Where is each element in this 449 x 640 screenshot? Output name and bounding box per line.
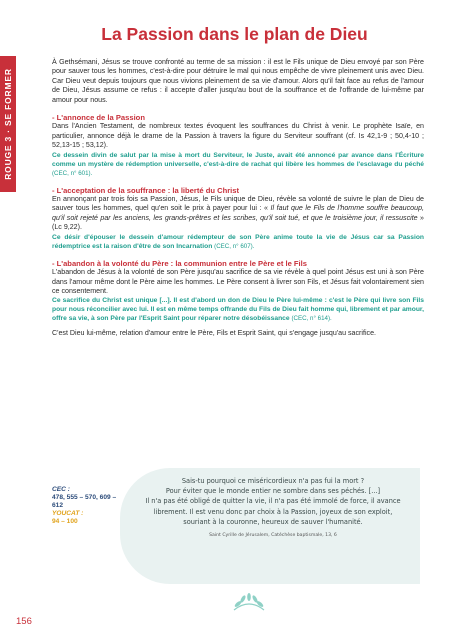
references-block — [52, 486, 122, 526]
cec-label: CEC : — [52, 486, 70, 493]
quote-line: Sais-tu pourquoi ce miséricordieux n'a pas fui la mort ? — [181, 477, 365, 485]
quote-reference: (CEC, n° 607). — [214, 242, 255, 250]
section-acceptation — [52, 186, 424, 251]
section-annonce — [52, 113, 424, 178]
quote-reference: (CEC, n° 601). — [52, 169, 93, 177]
quote-line: Il n'a pas été obligé de quitter la vie, il n'a pas été immolé de force, il avance — [145, 497, 401, 506]
quote-line: Pour éviter que le monde entier ne sombre dans ses péchés. [...] — [165, 487, 381, 496]
cec-value: 478, 555 – 570, 609 – 612 — [52, 494, 117, 509]
sidebar-label-wrap — [0, 56, 16, 192]
sidebar-label: ROUGE 3 · SE FORMER — [3, 68, 14, 180]
section-heading: - L'abandon à la volonté du Père : la communion entre le Père et le Fils — [52, 258, 307, 268]
catechism-quote — [52, 296, 424, 323]
quote-text: Ce sacrifice du Christ est unique [...]. Il est d'abord un don de Dieu le Père lui-même : c'est le Père qui livre son Fils pour nous réconcilier avec lui. Il est en même temps offrande du Fils de Dieu fait homme qui, librement et par amour, offre sa vie, à son Père par l'Esprit Saint pour réparer notre désobéissance — [52, 297, 424, 323]
catechism-quote — [52, 151, 424, 178]
laurel-branch-icon — [232, 592, 266, 619]
quote-reference: (CEC, n° 614). — [291, 315, 332, 323]
youcat-label: YOUCAT : — [52, 510, 84, 517]
scripture-citation: Il faut que le Fils de l'homme souffre beaucoup, qu'il soit rejeté par les anciens, les grands-prêtres et les scribes, qu'il soit tué, et que le troisième jour, il ressuscite — [52, 204, 424, 222]
body-text: En annonçant par trois fois sa Passion, Jésus, le Fils unique de Dieu, révèle sa volonté de suivre le plan de Dieu de sauver tous les hommes, quel qu'en soit le prix à payer pour lui : « — [52, 195, 424, 213]
section-abandon — [52, 259, 424, 324]
section-heading: - L'acceptation de la souffrance : la liberté du Christ — [52, 185, 240, 195]
youcat-value: 94 – 100 — [52, 518, 78, 525]
quote-text: Ce désir d'épouser le dessein d'amour rédempteur de son Père anime toute la vie de Jésus car sa Passion rédemptrice est la raison d'être de son Incarnation — [52, 233, 424, 250]
section-heading: - L'annonce de la Passion — [52, 113, 145, 123]
page-title: La Passion dans le plan de Dieu — [101, 24, 368, 44]
quote-source: Saint Cyrille de Jérusalem, Catéchèse baptismale, 13, 6 — [209, 533, 337, 539]
main-content — [52, 58, 424, 339]
section-body — [52, 195, 424, 233]
catechism-quote — [52, 233, 424, 251]
quote-line: librement. Il est venu donc par choix à la Passion, joyeux de son exploit, — [153, 507, 393, 516]
patristic-quote — [128, 476, 418, 541]
section-body: Dans l'Ancien Testament, de nombreux textes évoquent les souffrances du Christ à venir. Le prophète Isaïe, en particulier, annonce déjà le drame de la Passion à travers la figure du Serviteur souffrant (cf. Is 42,1-9 ; 50,4-10 ; 52,13-15 ; 53,12). — [52, 122, 424, 150]
page-number: 156 — [16, 616, 32, 627]
closing-paragraph: C'est Dieu lui-même, relation d'amour entre le Père, Fils et Esprit Saint, qui s'engage jusqu'au sacrifice. — [52, 329, 376, 338]
body-text: » (Lc 9,22). — [52, 213, 424, 232]
quote-text: Ce dessein divin de salut par la mise à mort du Serviteur, le Juste, avait été annoncé par avance dans l'Écriture comme un mystère de rédemption universelle, c'est-à-dire de rachat qui libère les hommes de l'esclavage du péché — [52, 151, 424, 168]
quote-line: souriant à la couronne, heureux de sauver l'humanité. — [183, 517, 363, 526]
section-body: L'abandon de Jésus à la volonté de son Père jusqu'au sacrifice de sa vie révèle à quel point Jésus est uni à son Père dans l'amour même dont le Père aime les hommes. Le Père consent à livrer son Fils, et Jésus fait volontairement sien ce consentement. — [52, 268, 424, 295]
intro-paragraph: À Gethsémani, Jésus se trouve confronté au terme de sa mission : il est le Fils unique de Dieu envoyé par son Père pour sauver tous les hommes, c'est-à-dire pour détruire le mal qui nous empêche de vivre pleinement unis avec Dieu. Car Dieu veut depuis toujours que nous vivions pleinement de sa vie d'amour. Alors qu'il fait face au refus de l'amour de Dieu, Jésus assume ce refus : il accepte d'aller jusqu'au bout de la souffrance et de l'offrande de lui-même par amour pour nous. — [52, 58, 424, 104]
